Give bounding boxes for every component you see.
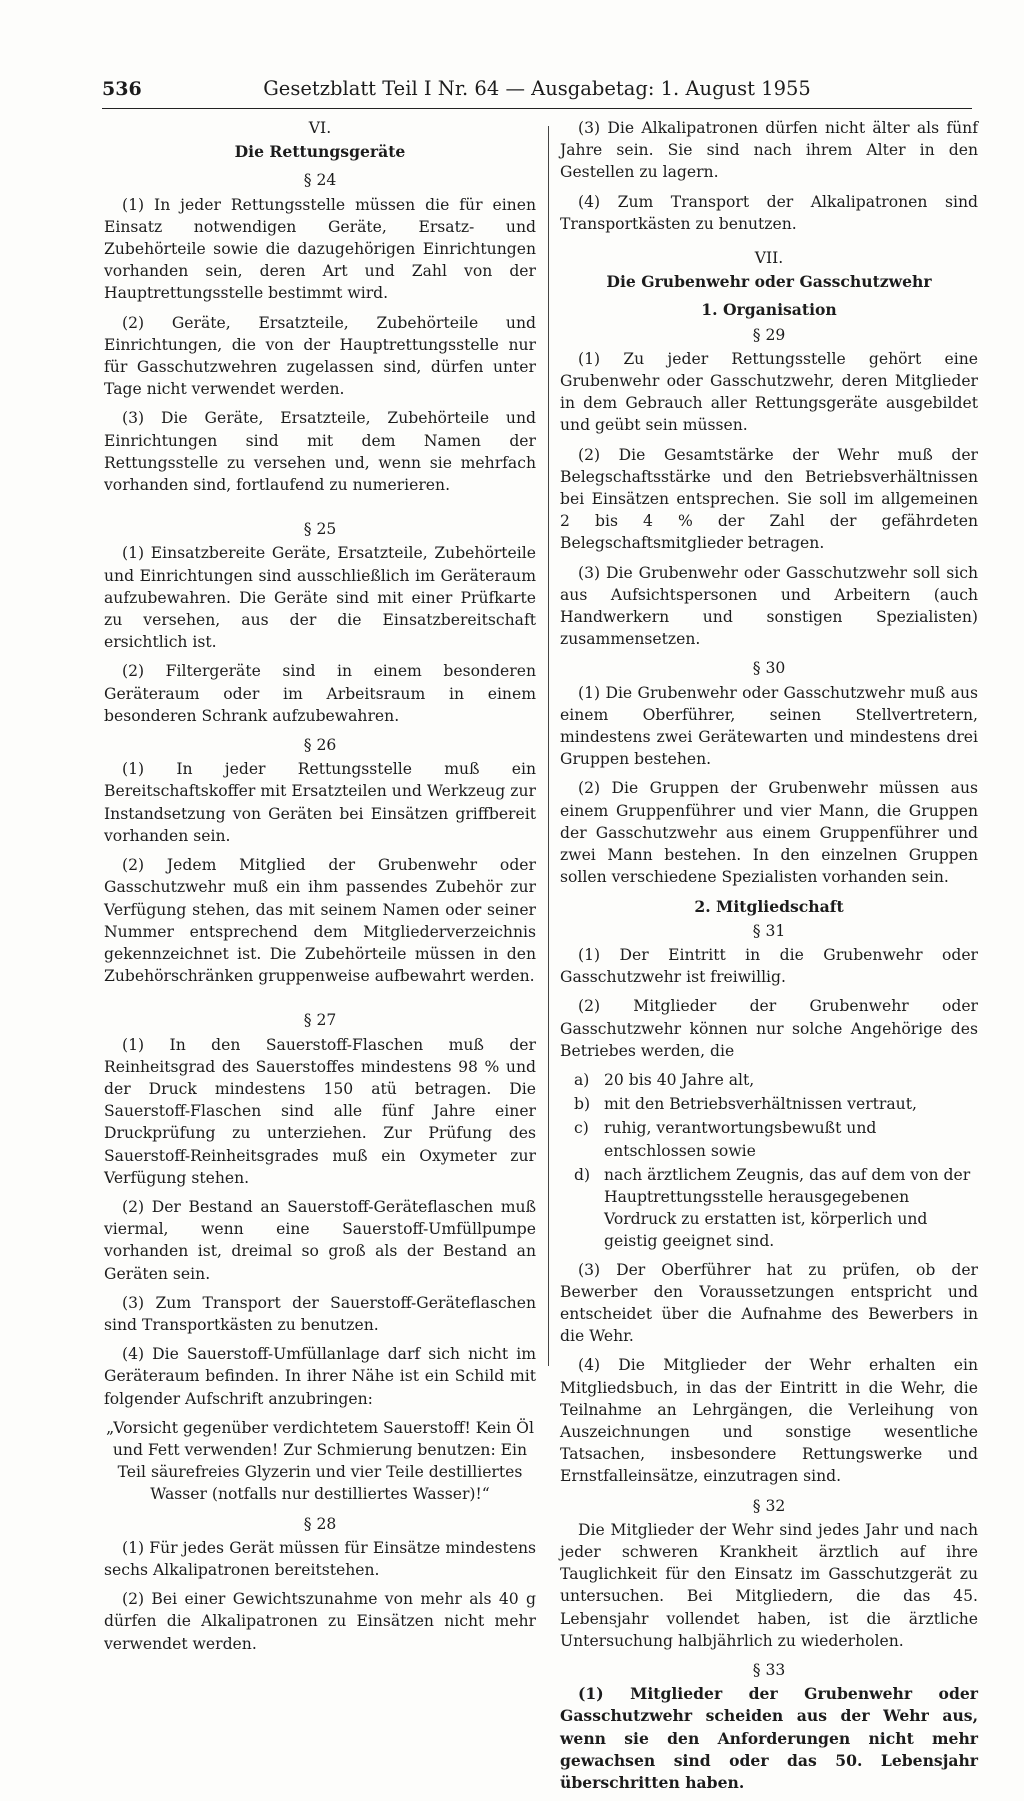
page-number: 536 <box>102 78 142 100</box>
paragraph: (1) In jeder Rettungsstelle müssen die für einen Einsatz notwendigen Geräte, Ersatz- und Zubehörteile sowie die dazugehörigen Einrichtungen vorhanden sein, deren Art und Zahl von der Hauptrettungsstelle bestimmt wird. <box>104 195 536 303</box>
paragraph: (3) Die Grubenwehr oder Gasschutzwehr soll sich aus Aufsichtspersonen und Arbeitern (auch Handwerkern und sonstigen Spezialisten) zusammensetzen. <box>560 563 978 649</box>
column-divider <box>548 126 549 1366</box>
paragraph: (1) Der Eintritt in die Grubenwehr oder Gasschutzwehr ist freiwillig. <box>560 945 978 987</box>
paragraph: (2) Jedem Mitglied der Grubenwehr oder Gasschutzwehr muß ein ihm passendes Zubehör zur Verfügung stehen, das mit seinem Namen oder seiner Nummer entsprechend dem Mitgliederverzeichnis gekennzeichnet ist. Die Zubehörteile müssen in den Zubehörschränken gruppenweise aufbewahrt werden. <box>104 856 536 986</box>
list-label: c) <box>574 1119 589 1138</box>
section-heading: § 31 <box>752 921 786 940</box>
list-text: 20 bis 40 Jahre alt, <box>604 1070 755 1089</box>
chapter-number: VI. <box>308 119 332 137</box>
page-header <box>102 74 972 109</box>
list-item <box>560 1164 978 1253</box>
section-heading: § 32 <box>752 1496 786 1515</box>
paragraph: (1) Die Grubenwehr oder Gasschutzwehr muß aus einem Oberführer, seinen Stellvertretern, mindestens zwei Gerätewarten und mindestens drei Gruppen bestehen. <box>560 683 978 769</box>
paragraph: (3) Die Geräte, Ersatzteile, Zubehörteile und Einrichtungen sind mit dem Namen der Rettungsstelle zu versehen und, wenn sie mehrfach vorhanden sind, fortlaufend zu numerieren. <box>104 409 536 495</box>
list-text: nach ärztlichem Zeugnis, das auf dem von der Hauptrettungsstelle herausgegebenen Vordruck zu erstatten ist, körperlich und geistig geeignet sind. <box>604 1165 971 1251</box>
paragraph: (3) Die Alkalipatronen dürfen nicht älter als fünf Jahre sein. Sie sind nach ihrem Alter in den Gestellen zu lagern. <box>560 119 978 182</box>
paragraph: (4) Die Sauerstoff-Umfüllanlage darf sich nicht im Geräteraum befinden. In ihrer Nähe ist ein Schild mit folgender Aufschrift anzubringen: <box>104 1345 536 1408</box>
section-heading: § 28 <box>303 1514 337 1533</box>
chapter-number: VII. <box>754 249 784 268</box>
list-label: b) <box>574 1095 591 1114</box>
paragraph: (2) Geräte, Ersatzteile, Zubehörteile und Einrichtungen, die von der Hauptrettungsstelle nur für Gasschutzwehren zugelassen sind, dürfen unter Tage nicht verwendet werden. <box>104 313 536 399</box>
paragraph: (1) In jeder Rettungsstelle muß ein Bereitschaftskoffer mit Ersatzteilen und Werkzeug zur Instandsetzung von Geräten bei Einsätzen griffbereit vorhanden sein. <box>104 760 536 845</box>
paragraph: (4) Zum Transport der Alkalipatronen sind Transportkästen zu benutzen. <box>560 192 978 233</box>
list-item <box>560 1069 978 1091</box>
paragraph: (2) Der Bestand an Sauerstoff-Geräteflaschen muß viermal, wenn eine Sauerstoff-Umfüllpumpe vorhanden ist, dreimal so groß als der Bestand an Geräten sein. <box>104 1197 536 1283</box>
section-heading: § 26 <box>303 736 337 755</box>
list-item <box>560 1093 978 1115</box>
paragraph: (4) Die Mitglieder der Wehr erhalten ein Mitgliedsbuch, in das der Eintritt in die Wehr, die Teilnahme an Lehrgängen, die Verleihung von Auszeichnungen und sonstige wesentliche Tatsachen, insbesondere Rettungswerke und Ernstfalleinsätze, einzutragen sind. <box>560 1356 978 1486</box>
paragraph: (2) Die Gesamtstärke der Wehr muß der Belegschaftsstärke und den Betriebsverhältnissen bei Einsätzen entsprechen. Sie soll im allgemeinen 2 bis 4 % der Zahl der gefährdeten Belegschaftsmitglieder betragen. <box>560 445 978 553</box>
subsection-title: 1. Organisation <box>701 300 837 320</box>
section-heading: § 29 <box>752 325 786 344</box>
list-label: a) <box>574 1070 590 1089</box>
chapter-title: Die Grubenwehr oder Gasschutzwehr <box>606 272 932 292</box>
eligibility-list <box>560 1069 978 1253</box>
list-text: mit den Betriebsverhältnissen vertraut, <box>604 1095 917 1114</box>
paragraph: (1) Für jedes Gerät müssen für Einsätze mindestens sechs Alkalipatronen bereitstehen. <box>104 1538 536 1579</box>
paragraph: (2) Bei einer Gewichtszunahme von mehr als 40 g dürfen die Alkalipatronen zu Einsätzen nicht mehr verwendet werden. <box>104 1590 536 1653</box>
subsection-title: 2. Mitgliedschaft <box>694 896 844 916</box>
list-item <box>560 1117 978 1161</box>
running-head: Gesetzblatt Teil I Nr. 64 — Ausgabetag: 1. August 1955 <box>263 77 811 100</box>
paragraph: (1) In den Sauerstoff-Flaschen muß der Reinheitsgrad des Sauerstoffes mindestens 98 % und der Druck mindestens 150 atü betragen. Die Sauerstoff-Flaschen sind alle fünf Jahre einer Druckprüfung zu unterziehen. Zur Prüfung des Sauerstoff-Reinheitsgrades muß ein Oxymeter zur Verfügung stehen. <box>104 1035 536 1187</box>
chapter-title: Die Rettungsgeräte <box>234 142 406 162</box>
paragraph: (3) Zum Transport der Sauerstoff-Geräteflaschen sind Transportkästen zu benutzen. <box>104 1293 536 1334</box>
section-heading: § 27 <box>303 1011 337 1030</box>
section-heading: § 24 <box>303 171 337 190</box>
paragraph: (1) Zu jeder Rettungsstelle gehört eine Grubenwehr oder Gasschutzwehr, deren Mitglieder in dem Gebrauch aller Rettungsgeräte ausgebildet und geübt sein müssen. <box>560 349 978 435</box>
section-heading: § 25 <box>303 520 337 539</box>
paragraph: Die Mitglieder der Wehr sind jedes Jahr und nach jeder schweren Krankheit ärztlich auf ihre Tauglichkeit für den Einsatz im Gasschutzgerät zu untersuchen. Bei Mitgliedern, die das 45. Lebensjahr vollendet haben, ist die ärztliche Untersuchung halbjährlich zu wiederholen. <box>560 1520 978 1650</box>
paragraph: (2) Die Gruppen der Grubenwehr müssen aus einem Gruppenführer und vier Mann, die Gruppen der Gasschutzwehr aus einem Gruppenführer und zwei Mann bestehen. In den einzelnen Gruppen sollen verschiedene Spezialisten vorhanden sein. <box>560 779 978 887</box>
paragraph: (2) Filtergeräte sind in einem besonderen Geräteraum oder im Arbeitsraum in einem besonderen Schrank aufzubewahren. <box>104 662 536 725</box>
list-label: d) <box>574 1165 591 1184</box>
list-text: ruhig, verantwortungsbewußt und entschlossen sowie <box>604 1119 877 1160</box>
paragraph: (1) Mitglieder der Grubenwehr oder Gasschutzwehr scheiden aus der Wehr aus, wenn sie den Anforderungen nicht mehr gewachsen sind oder das 50. Lebensjahr überschritten haben. <box>560 1684 978 1793</box>
left-column <box>104 117 536 1662</box>
section-heading: § 30 <box>752 659 786 678</box>
right-column <box>560 117 978 1801</box>
paragraph: (1) Einsatzbereite Geräte, Ersatzteile, Zubehörteile und Einrichtungen sind ausschließlich im Geräteraum aufzubewahren. Die Geräte sind mit einer Prüfkarte zu versehen, aus der die Einsatzbereitschaft ersichtlich ist. <box>104 544 536 652</box>
quoted-sign-text: „Vorsicht gegenüber verdichtetem Sauerstoff! Kein Öl und Fett verwenden! Zur Schmierung benutzen: Ein Teil säurefreies Glyzerin und vier Teile destilliertes Wasser (notfalls nur destilliertes Wasser)!“ <box>106 1418 534 1504</box>
paragraph: (2) Mitglieder der Grubenwehr oder Gasschutzwehr können nur solche Angehörige des Betriebes werden, die <box>560 997 978 1060</box>
paragraph: (3) Der Oberführer hat zu prüfen, ob der Bewerber den Voraussetzungen entspricht und entscheidet über die Aufnahme des Bewerbers in die Wehr. <box>560 1260 978 1346</box>
section-heading: § 33 <box>752 1661 786 1679</box>
